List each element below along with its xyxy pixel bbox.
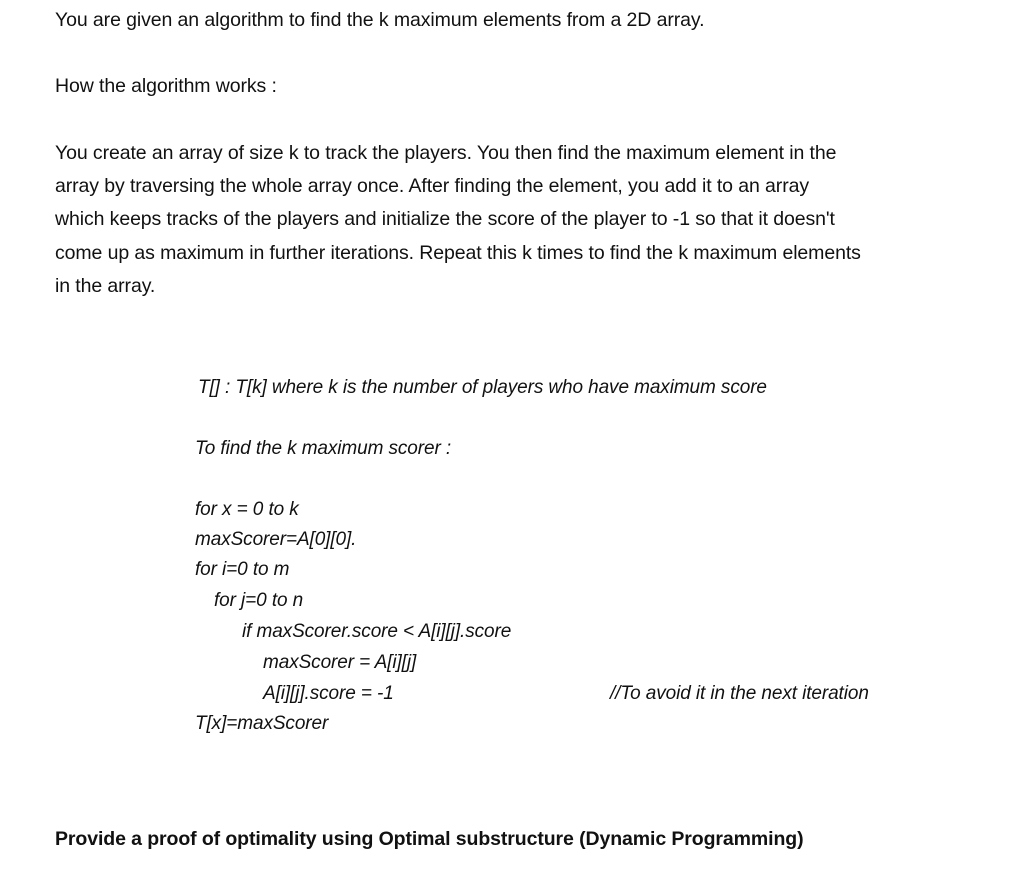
code-line: T[x]=maxScorer (195, 713, 329, 734)
paragraph-line: in the array. (55, 274, 156, 297)
code-line: maxScorer = A[i][j] (263, 652, 417, 673)
pseudocode-heading: To find the k maximum scorer : (195, 438, 452, 459)
paragraph-line: array by traversing the whole array once. After finding the element, you add it to an array (55, 175, 809, 198)
code-line: for x = 0 to k (195, 499, 299, 520)
intro-text: You are given an algorithm to find the k maximum elements from a 2D array. (55, 9, 705, 31)
code-line: for j=0 to n (214, 590, 304, 611)
paragraph-line: You create an array of size k to track the players. You then find the maximum element in the (55, 142, 837, 164)
code-line: if maxScorer.score < A[i][j].score (242, 621, 512, 642)
array-definition: T[] : T[k] where k is the number of players who have maximum score (198, 377, 767, 398)
paragraph-line: which keeps tracks of the players and initialize the score of the player to -1 so that it doesn't (55, 208, 835, 231)
question-text: Provide a proof of optimality using Optimal substructure (Dynamic Programming) (55, 828, 804, 850)
code-comment: //To avoid it in the next iteration (610, 683, 869, 704)
how-heading: How the algorithm works : (55, 75, 277, 97)
code-line: A[i][j].score = -1 (263, 683, 394, 704)
algorithm-description (55, 137, 965, 303)
paragraph-line: come up as maximum in further iterations. Repeat this k times to find the k maximum elements (55, 241, 861, 264)
code-line: for i=0 to m (195, 559, 290, 580)
code-line: maxScorer=A[0][0]. (195, 529, 357, 550)
